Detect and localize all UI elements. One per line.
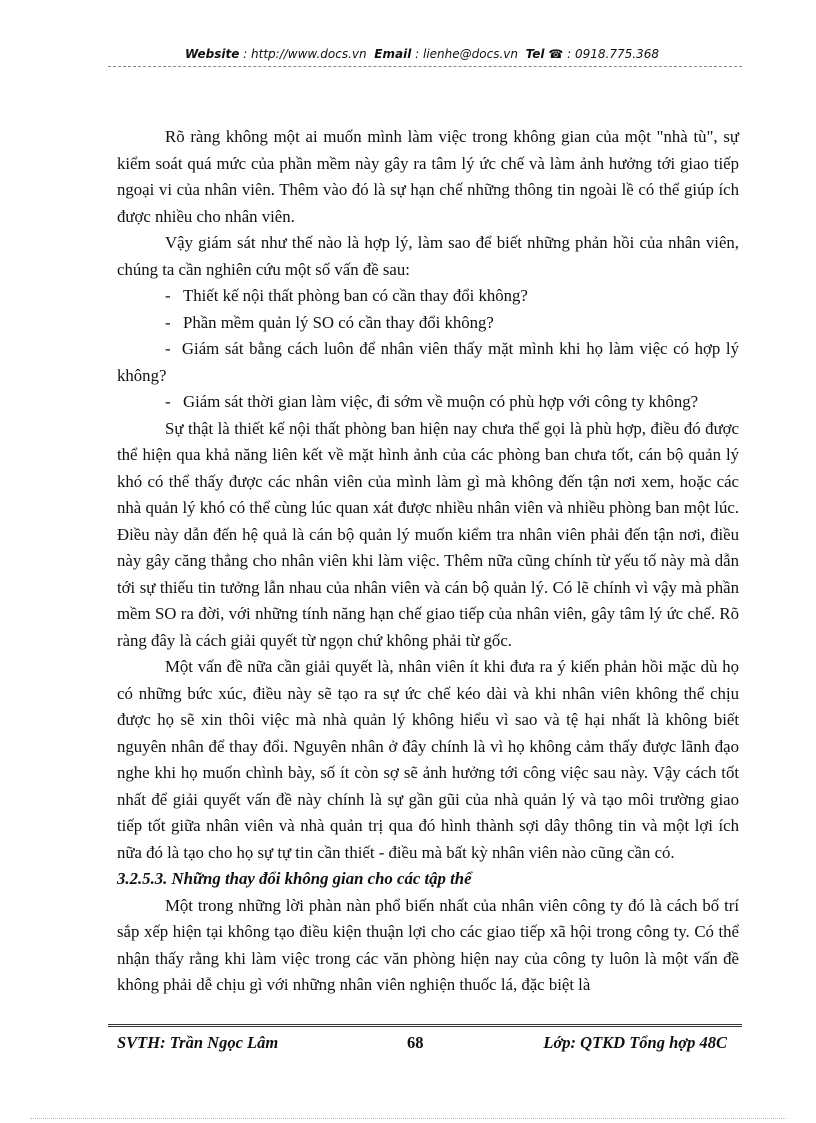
list-item-text: Thiết kế nội thất phòng ban có cần thay đổi không? <box>183 286 528 305</box>
page-header <box>108 46 736 62</box>
page-number: 68 <box>407 1033 424 1052</box>
page-footer <box>117 1033 739 1055</box>
paragraph: Sự thật là thiết kế nội thất phòng ban hiện nay chưa thể gọi là phù hợp, điều đó được thể hiện qua khả năng liên kết về mặt hình ảnh của các phòng ban chưa tốt, cán bộ quản lý khó có thể thấy được các nhân viên của mình làm gì mà không đến tận nơi xem, hoặc các nhà quản lý khó có thể cùng lúc quan xát được nhiều nhân viên và nhiều phòng ban một lúc. Điều này dẫn đến hệ quả là cán bộ quản lý muốn kiểm tra nhân viên phải đến tận nơi, điều này gây căng thẳng cho nhân viên khi làm việc. Thêm nữa cũng chính từ yếu tố này mà dẫn tới sự thiếu tin tưởng lẫn nhau của nhân viên và cán bộ quản lý. Có lẽ chính vì vậy mà phần mềm SO ra đời, với những tính năng hạn chế giao tiếp của nhân viên, gây tâm lý ức chế. Rõ ràng đây là cách giải quyết từ ngọn chứ không phải từ gốc. <box>117 418 739 650</box>
list-item-text: Giám sát thời gian làm việc, đi sớm về muộn có phù hợp với công ty không? <box>183 392 699 411</box>
bottom-border <box>30 1118 786 1119</box>
list-item-text: Phần mềm quản lý SO có cần thay đổi không? <box>183 312 494 332</box>
document-body <box>117 124 739 999</box>
paragraph: Một trong những lời phàn nàn phổ biến nhất của nhân viên công ty đó là cách bố trí sắp xếp hiện tại không tạo điều kiện thuận lợi cho các giao tiếp xã hội trong công ty. Có thể nhận thấy rằng khi làm việc trong các văn phòng hiện nay của công ty luôn là một vấn đề không phải dễ chịu gì với những nhân viên nghiện thuốc lá, đặc biệt là <box>117 895 739 994</box>
student-name: SVTH: Trần Ngọc Lâm <box>117 1033 279 1052</box>
paragraph: Một vấn đề nữa cần giải quyết là, nhân viên ít khi đưa ra ý kiến phản hồi mặc dù họ có những bức xúc, điều này sẽ tạo ra sự ức chế kéo dài và khi nhân viên không thể chịu được họ sẽ xin thôi việc mà nhà quản lý không hiểu vì sao và tệ hại nhất là không biết nguyên nhân để thay đổi. Nguyên nhân ở đây chính là vì họ không cảm thấy được lãnh đạo nghe khi họ muốn chình bày, số ít còn sợ sẽ ảnh hưởng tới công việc sau này. Vậy cách tốt nhất để giải quyết vấn đề này chính là sự gần gũi của nhà quản lý và tạo môi trường giao tiếp tốt giữa nhân viên và nhà quản trị qua đó hình thành sợi dây thông tin và một lợi ích nữa đó là tạo cho họ sự tự tin cần thiết - điều mà bất kỳ nhân viên nào cũng cần có. <box>117 657 739 862</box>
email-label: Email <box>374 47 412 61</box>
paragraph: Rõ ràng không một ai muốn mình làm việc trong không gian của một "nhà tù", sự kiểm soát quá mức của phần mềm này gây ra tâm lý ức chế và làm ảnh hưởng tới giao tiếp ngoại vi của nhân viên. Thêm vào đó là sự hạn chế những thông tin ngoài lề có thể giúp ích được nhiều cho nhân viên. <box>117 127 739 226</box>
section-heading: 3.2.5.3. Những thay đổi không gian cho các tập thể <box>117 869 472 888</box>
email-value: : lienhe@docs.vn <box>415 47 518 61</box>
website-label: Website <box>185 47 240 61</box>
telephone-icon: ☎ <box>548 47 564 61</box>
tel-label: Tel <box>525 47 545 61</box>
tel-value: : 0918.775.368 <box>567 47 659 61</box>
footer-divider <box>108 1024 742 1027</box>
website-value: : http://www.docs.vn <box>243 47 367 61</box>
list-item-text: Giám sát bằng cách luôn để nhân viên thấy mặt mình khi họ làm việc có hợp lý không? <box>117 339 739 385</box>
header-divider <box>108 66 742 67</box>
list-item: - Thiết kế nội thất phòng ban có cần thay đổi không? <box>165 286 528 305</box>
list-item: - Phần mềm quản lý SO có cần thay đổi không? <box>165 312 494 332</box>
class-name: Lớp: QTKD Tổng hợp 48C <box>543 1033 727 1052</box>
list-item: - Giám sát thời gian làm việc, đi sớm về muộn có phù hợp với công ty không? <box>165 392 699 411</box>
paragraph: Vậy giám sát như thế nào là hợp lý, làm sao để biết những phản hồi của nhân viên, chúng ta cần nghiên cứu một số vấn đề sau: <box>117 233 739 279</box>
list-item: - Giám sát bằng cách luôn để nhân viên thấy mặt mình khi họ làm việc có hợp lý không? <box>117 339 739 385</box>
